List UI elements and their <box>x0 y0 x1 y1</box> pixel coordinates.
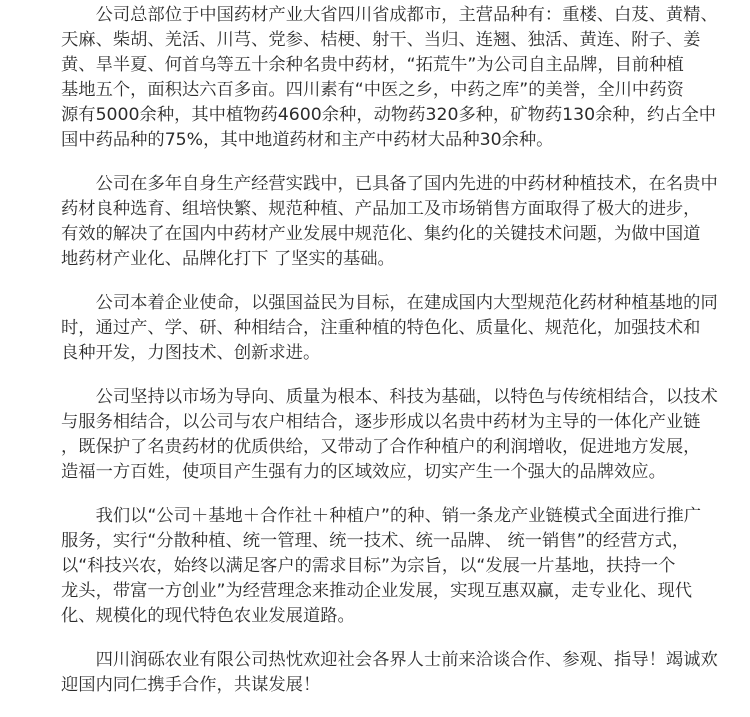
paragraph-line: 龙头，带富一方创业”为经营理念来推动企业发展，实现互惠双赢，走专业化、现代 <box>61 581 693 601</box>
paragraph-line: 地药材产业化、品牌化打下 了坚实的基础。 <box>61 249 395 269</box>
paragraph-mission <box>61 291 747 366</box>
paragraph-welcome <box>61 648 747 698</box>
paragraph-line: 药材良种选育、组培快繁、规范种植、产品加工及市场销售方面取得了极大的进步， <box>61 199 701 219</box>
paragraph-line: 以“科技兴农，始终以满足客户的需求目标”为宗旨，以“发展一片基地，扶持一个 <box>61 556 676 576</box>
paragraph-business-model <box>61 504 747 629</box>
paragraph-market-orientation <box>61 385 747 485</box>
paragraph-line: ，既保护了名贵药材的优质供给，又带动了合作种植户的利润增收，促进地方发展， <box>61 437 701 457</box>
paragraph-line: 我们以“公司＋基地＋合作社＋种植户”的种、销一条龙产业链模式全面进行推广 <box>95 506 702 526</box>
paragraph-line: 迎国内同仁携手合作，共谋发展！ <box>61 675 321 695</box>
paragraph-line: 公司总部位于中国药材产业大省四川省成都市，主营品种有：重楼、白芨、黄精、 <box>95 5 718 25</box>
paragraph-line: 化、规模化的现代特色农业发展道路。 <box>61 606 355 626</box>
paragraph-line: 源有5000余种，其中植物药4600余种，动物药320多种，矿物药130余种，约占全中 <box>61 105 717 125</box>
paragraph-line: 黄、旱半夏、何首乌等五十余种名贵中药材，“拓荒牛”为公司自主品牌，目前种植 <box>61 55 684 75</box>
company-introduction-article <box>61 0 747 717</box>
paragraph-line: 公司坚持以市场为导向、质量为根本、科技为基础，以特色与传统相结合，以技术 <box>95 387 718 407</box>
paragraph-line: 公司在多年自身生产经营实践中，已具备了国内先进的中药材种植技术，在名贵中 <box>95 174 718 194</box>
paragraph-line: 国中药品种的75%，其中地道药材和主产中药材大品种30余种。 <box>61 130 554 150</box>
paragraph-headquarters <box>61 0 747 153</box>
paragraph-line: 造福一方百姓，使项目产生强有力的区域效应，切实产生一个强大的品牌效应。 <box>61 462 666 482</box>
paragraph-technology <box>61 172 747 272</box>
paragraph-line: 时，通过产、学、研、种相结合，注重种植的特色化、质量化、规范化，加强技术和 <box>61 318 701 338</box>
paragraph-line: 服务，实行“分散种植、统一管理、统一技术、统一品牌、 统一销售”的经营方式， <box>61 531 690 551</box>
paragraph-line: 公司本着企业使命，以强国益民为目标，在建成国内大型规范化药材种植基地的同 <box>95 293 718 313</box>
paragraph-line: 与服务相结合，以公司与农户相结合，逐步形成以名贵中药材为主导的一体化产业链 <box>61 412 701 432</box>
paragraph-line: 基地五个，面积达六百多亩。四川素有“中医之乡，中药之库”的美誉，全川中药资 <box>61 80 684 100</box>
paragraph-line: 四川润砾农业有限公司热忱欢迎社会各界人士前来洽谈合作、参观、指导！竭诚欢 <box>95 650 718 670</box>
paragraph-line: 良种开发，力图技术、创新求进。 <box>61 343 321 363</box>
paragraph-line: 天麻、柴胡、羌活、川芎、党参、桔梗、射干、当归、连翘、独活、黄连、附子、姜 <box>61 30 701 50</box>
paragraph-line: 有效的解决了在国内中药材产业发展中规范化、集约化的关键技术问题，为做中国道 <box>61 224 701 244</box>
